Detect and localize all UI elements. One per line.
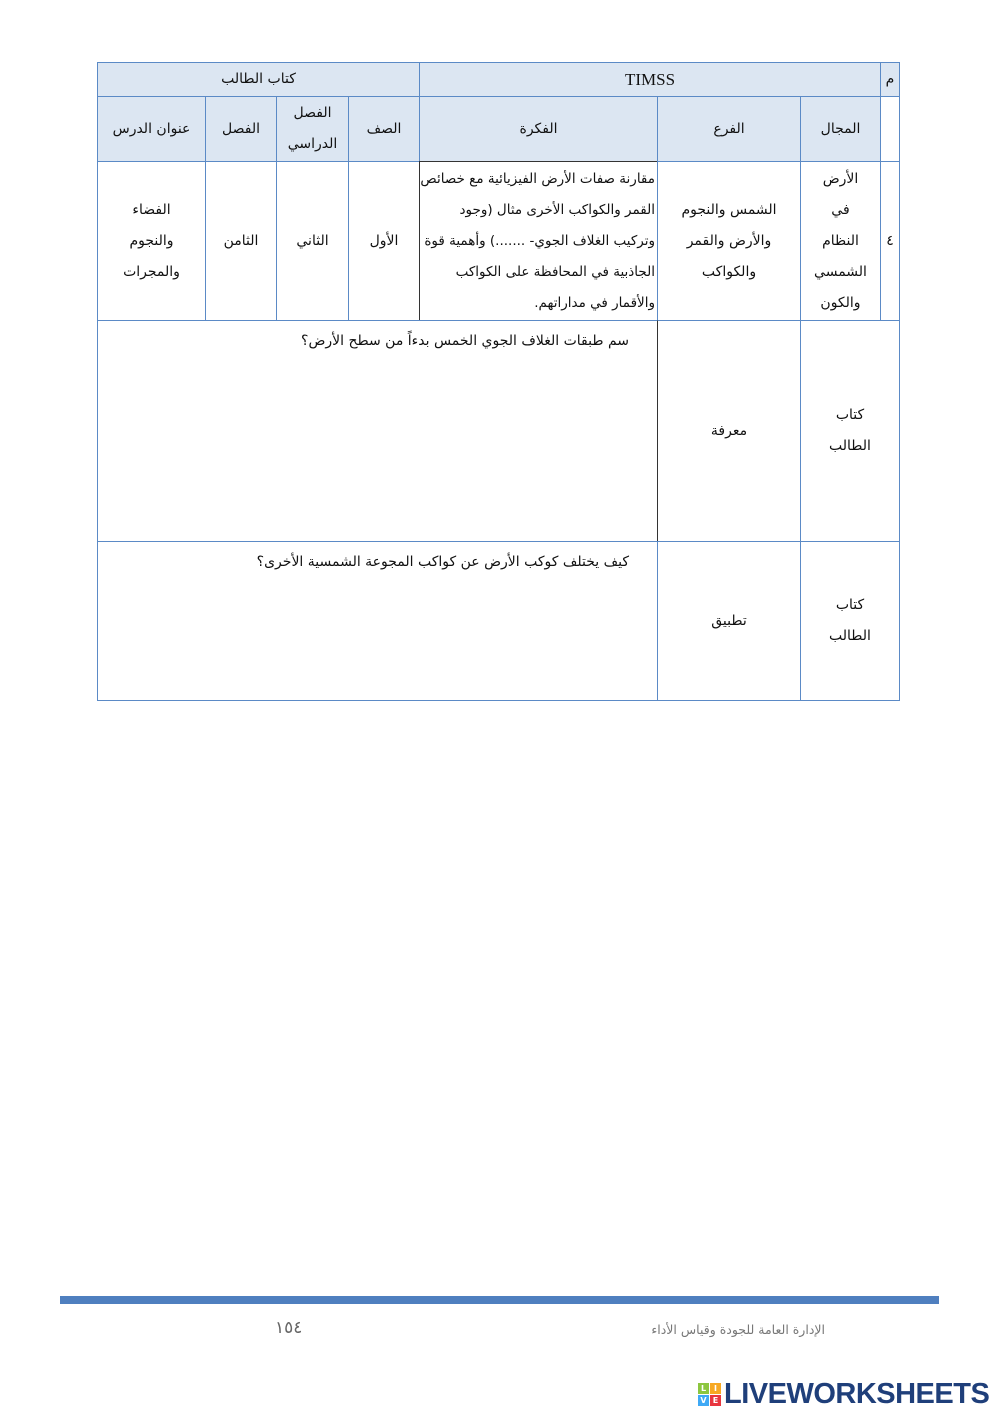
logo-badge-icon: L I V E — [698, 1383, 721, 1406]
question-1-text: سم طبقات الغلاف الجوي الخمس بدءاً من سطح الأرض؟ — [97, 320, 658, 542]
header-timss: TIMSS — [419, 62, 881, 97]
domain-cell: الأرض في النظام الشمسي والكون — [800, 161, 881, 321]
footer-organization: الإدارة العامة للجودة وقياس الأداء — [651, 1322, 825, 1337]
question-1-source: كتاب الطالب — [800, 320, 900, 542]
lesson-title-cell: الفضاء والنجوم والمجرات — [97, 161, 206, 321]
header-semester: الفصل الدراسي — [276, 96, 349, 162]
header-student-book: كتاب الطالب — [97, 62, 420, 97]
header-domain: المجال — [800, 96, 881, 162]
logo-text: LIVEWORKSHEETS — [724, 1378, 990, 1410]
liveworksheets-logo — [698, 1378, 989, 1411]
header-number: م — [880, 62, 900, 97]
footer-bar — [60, 1296, 939, 1304]
header-lesson-title: عنوان الدرس — [97, 96, 206, 162]
idea-cell: مقارنة صفات الأرض الفيزيائية مع خصائص القمر والكواكب الأخرى مثال (وجود وتركيب الغلاف الجوي- .......) وأهمية قوة الجاذبية في المحافظة على الكواكب والأقمار في مداراتهم. — [419, 161, 658, 321]
question-2-source: كتاب الطالب — [800, 541, 900, 701]
question-2-text: كيف يختلف كوكب الأرض عن كواكب المجوعة الشمسية الأخرى؟ — [97, 541, 658, 701]
header-idea: الفكرة — [419, 96, 658, 162]
semester-cell: الثاني — [276, 161, 349, 321]
question-1-level: معرفة — [657, 320, 801, 542]
question-2-level: تطبيق — [657, 541, 801, 701]
page-number: ١٥٤ — [275, 1318, 303, 1338]
header-blank — [880, 96, 900, 162]
header-branch: الفرع — [657, 96, 801, 162]
branch-cell: الشمس والنجوم والأرض والقمر والكواكب — [657, 161, 801, 321]
chapter-cell: الثامن — [205, 161, 277, 321]
row-number: ٤ — [880, 161, 900, 321]
header-grade: الصف — [348, 96, 420, 162]
header-chapter: الفصل — [205, 96, 277, 162]
grade-cell: الأول — [348, 161, 420, 321]
